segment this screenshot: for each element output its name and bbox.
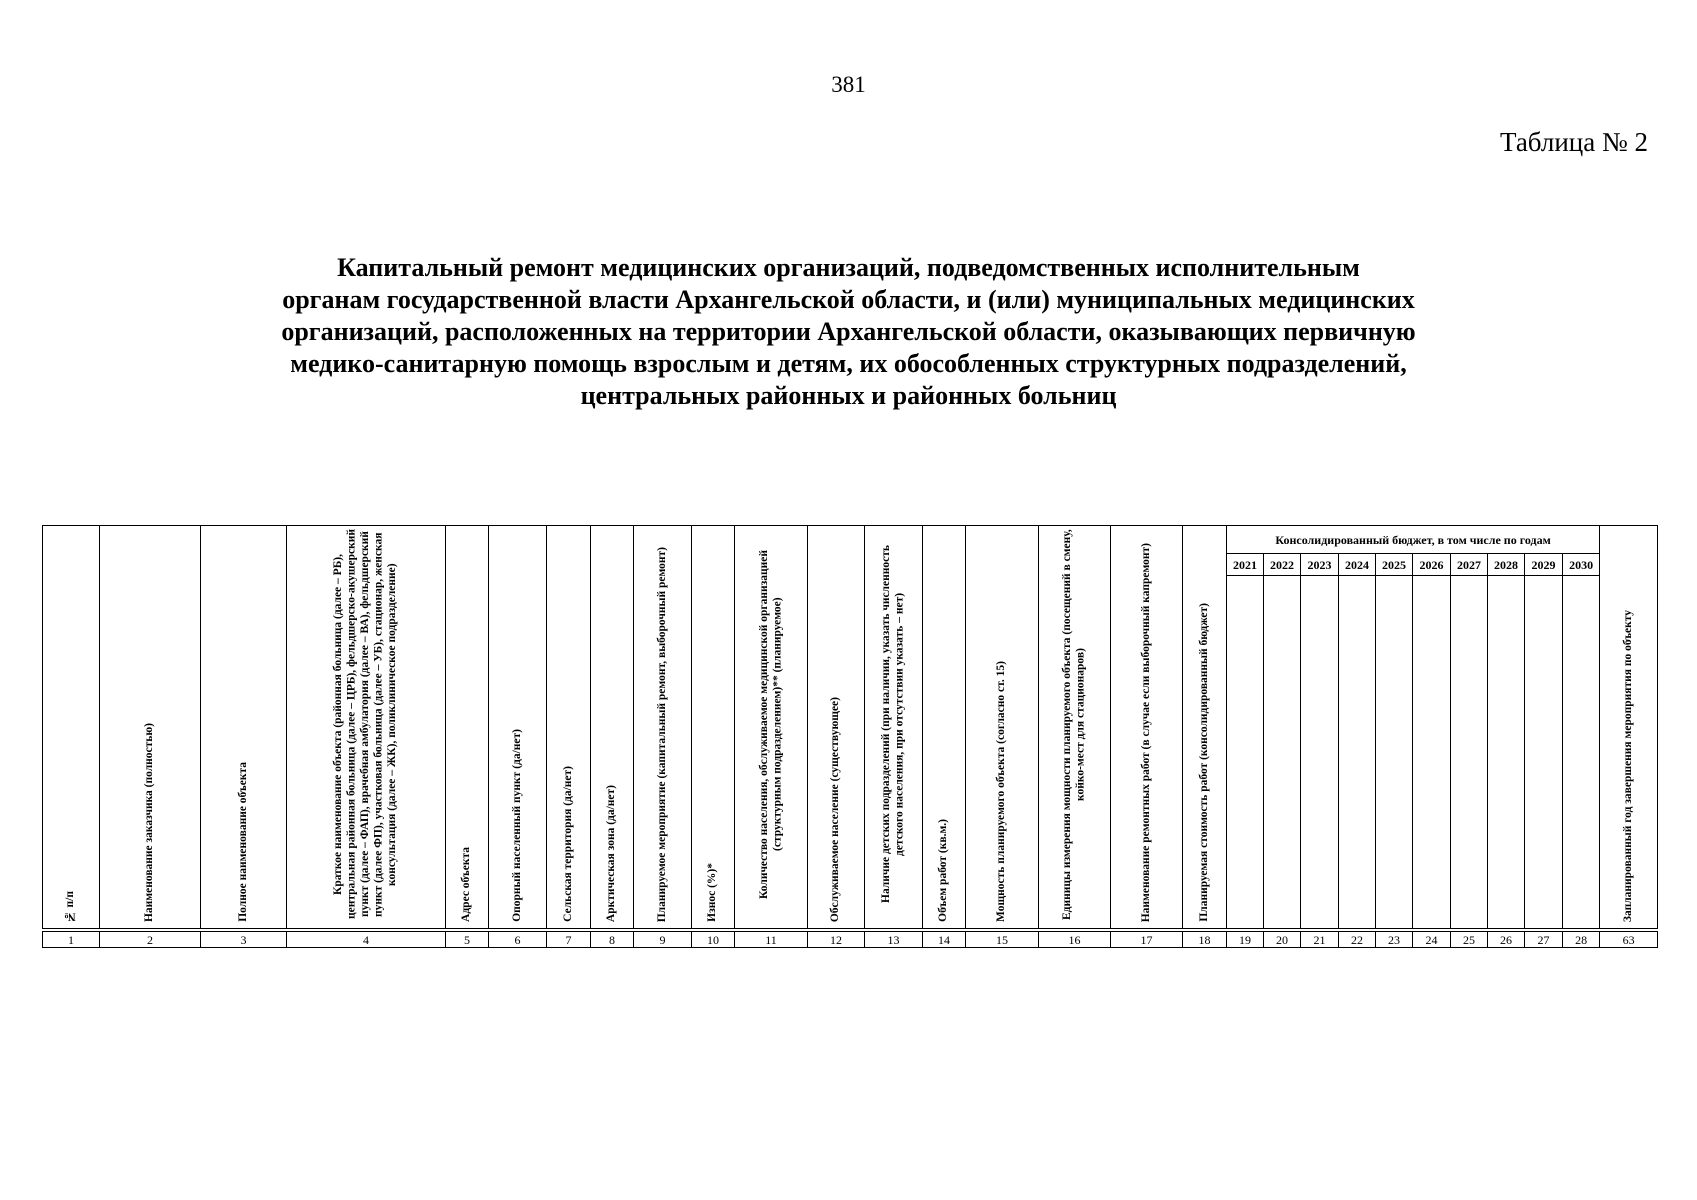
year-header: 2023 — [1301, 554, 1339, 576]
year-blank-cell — [1376, 576, 1413, 929]
header-cell-7 — [547, 526, 591, 929]
title-line: Капитальный ремонт медицинских организаций, подведомственных исполнительным — [337, 253, 1360, 282]
header-text: Опорный населенный пункт (да/нет) — [510, 729, 523, 922]
header-cell-13 — [865, 526, 923, 929]
column-number: 26 — [1488, 932, 1525, 948]
header-text: № п/п — [64, 890, 77, 922]
header-cell-2 — [100, 526, 201, 929]
header-cell-1 — [43, 526, 100, 929]
title-line: центральных районных и районных больниц — [580, 381, 1117, 410]
header-text: Наименование ремонтных работ (в случае если выборочный капремонт) — [1139, 542, 1152, 922]
header-text: Сельская территория (да/нет) — [561, 766, 574, 922]
column-number: 10 — [692, 932, 735, 948]
year-header: 2026 — [1413, 554, 1451, 576]
header-text: Обслуживаемое население (существующее) — [829, 696, 842, 922]
header-cell-16 — [1039, 526, 1111, 929]
header-cell-10 — [692, 526, 735, 929]
column-number: 6 — [489, 932, 547, 948]
column-number: 12 — [808, 932, 865, 948]
header-cell-8 — [591, 526, 634, 929]
year-header: 2027 — [1451, 554, 1488, 576]
year-blank-cell — [1488, 576, 1525, 929]
column-number: 24 — [1413, 932, 1451, 948]
column-number: 1 — [43, 932, 100, 948]
header-cell-completion-year — [1600, 526, 1658, 929]
column-number: 22 — [1339, 932, 1376, 948]
column-number: 9 — [634, 932, 692, 948]
title-line: организаций, расположенных на территории Архангельской области, оказывающих первичную — [281, 317, 1416, 346]
column-number: 4 — [287, 932, 446, 948]
column-number: 63 — [1600, 932, 1658, 948]
header-text: Количество населения, обслуживаемое медицинской организацией (структурным подразделением)** (планируемое) — [757, 550, 783, 899]
header-cell-3 — [201, 526, 287, 929]
year-blank-cell — [1227, 576, 1264, 929]
header-text: Наименование заказчика (полностью) — [143, 722, 156, 922]
column-number: 7 — [547, 932, 591, 948]
year-header: 2030 — [1563, 554, 1600, 576]
header-text: Краткое наименование объекта (районная больница (далее – РБ), центральная районная больница (далее – ЦРБ), фельдшерско-акушерский пункт (далее – ФАП), врачебная амбулатория (далее – ВА), фельдшерский пункт (далее ФП), участковая больница (далее – УБ), стационар, женская консультация (далее – ЖК), поликлиническое подразделение) — [332, 529, 399, 920]
header-cell-12 — [808, 526, 865, 929]
title-line: органам государственной власти Архангельской области, и (или) муниципальных медицинских — [282, 285, 1415, 314]
column-number: 8 — [591, 932, 634, 948]
year-header: 2025 — [1376, 554, 1413, 576]
header-cell-18 — [1183, 526, 1227, 929]
header-cell-5 — [446, 526, 489, 929]
year-header: 2021 — [1227, 554, 1264, 576]
page-number: 381 — [831, 72, 866, 97]
year-header: 2022 — [1264, 554, 1301, 576]
header-text: Объем работ (кв.м.) — [937, 819, 950, 922]
column-number: 18 — [1183, 932, 1227, 948]
header-text: Запланированный год завершения мероприятия по объекту — [1621, 609, 1634, 922]
header-text: Полное наименование объекта — [236, 762, 249, 922]
document-title — [190, 252, 1507, 412]
year-header: 2024 — [1339, 554, 1376, 576]
column-number: 15 — [966, 932, 1039, 948]
column-number: 16 — [1039, 932, 1111, 948]
column-number: 11 — [735, 932, 808, 948]
capital-repair-table — [42, 525, 1658, 948]
budget-header: Консолидированный бюджет, в том числе по годам — [1227, 526, 1600, 554]
header-text: Арктическая зона (да/нет) — [605, 784, 618, 922]
column-number: 14 — [923, 932, 966, 948]
header-cell-17 — [1111, 526, 1183, 929]
column-number: 27 — [1525, 932, 1563, 948]
header-text: Наличие детских подразделений (при наличии, указать численность детского населения, при отсутствии указать – нет) — [880, 545, 906, 904]
column-number: 3 — [201, 932, 287, 948]
year-header: 2029 — [1525, 554, 1563, 576]
header-text: Адрес объекта — [460, 847, 473, 922]
header-cell-15 — [966, 526, 1039, 929]
header-text: Единицы измерения мощности планируемого объекта (посещений в смену, койко-мест для стационаров) — [1061, 529, 1087, 920]
header-cell-14 — [923, 526, 966, 929]
year-blank-cell — [1451, 576, 1488, 929]
header-cell-4 — [287, 526, 446, 929]
column-number: 13 — [865, 932, 923, 948]
year-blank-cell — [1339, 576, 1376, 929]
year-blank-cell — [1563, 576, 1600, 929]
column-number: 28 — [1563, 932, 1600, 948]
column-number: 5 — [446, 932, 489, 948]
column-number: 19 — [1227, 932, 1264, 948]
year-header: 2028 — [1488, 554, 1525, 576]
column-number-row — [43, 932, 1658, 948]
header-text: Износ (%)* — [706, 863, 719, 922]
header-text: Планируемое мероприятие (капитальный ремонт, выборочный ремонт) — [655, 546, 668, 922]
year-blank-cell — [1413, 576, 1451, 929]
header-text: Планируемая стоимость работ (консолидированный бюджет) — [1197, 603, 1210, 922]
year-blank-cell — [1525, 576, 1563, 929]
column-number: 25 — [1451, 932, 1488, 948]
title-line: медико-санитарную помощь взрослым и детям, их обособленных структурных подразделений, — [290, 349, 1407, 378]
column-number: 23 — [1376, 932, 1413, 948]
year-blank-cell — [1301, 576, 1339, 929]
column-number: 2 — [100, 932, 201, 948]
column-number: 17 — [1111, 932, 1183, 948]
year-blank-cell — [1264, 576, 1301, 929]
header-text: Мощность планируемого объекта (согласно ст. 15) — [995, 661, 1008, 922]
header-cell-11 — [735, 526, 808, 929]
table-label: Таблица № 2 — [1500, 127, 1648, 157]
column-number: 20 — [1264, 932, 1301, 948]
header-cell-6 — [489, 526, 547, 929]
column-number: 21 — [1301, 932, 1339, 948]
header-cell-9 — [634, 526, 692, 929]
